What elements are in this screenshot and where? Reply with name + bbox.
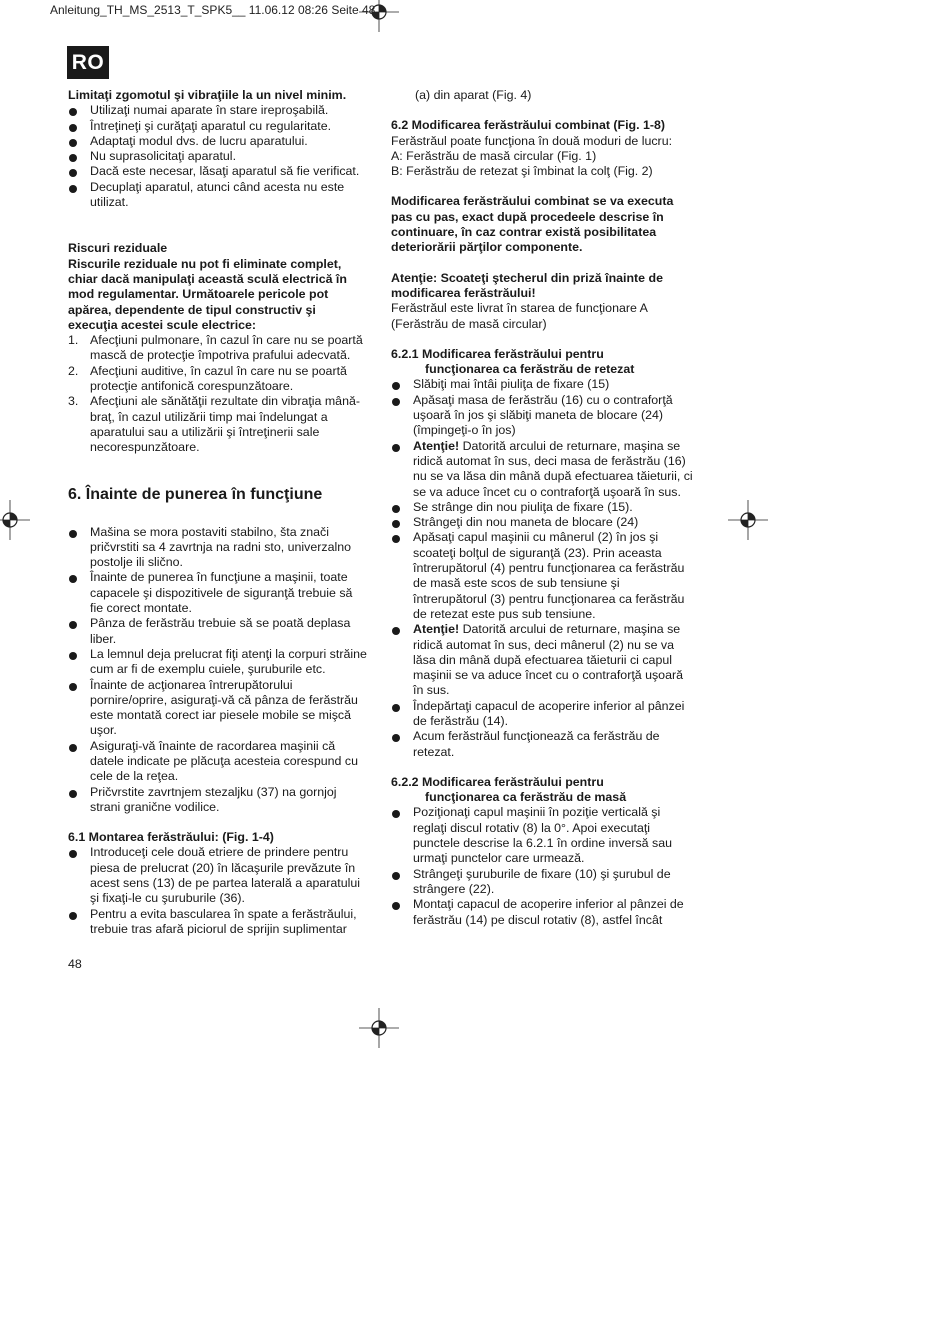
text-line: A: Ferăstrău de masă circular (Fig. 1): [391, 148, 597, 163]
attention-text: Ferăstrăul este livrat în starea de funcţionare A (Ferăstrău de masă circular): [391, 301, 648, 331]
registration-mark-bottom: [359, 1008, 399, 1048]
list-item: Îndepărtaţi capacul de acoperire inferior al pânzei de ferăstrău (14).: [391, 699, 695, 730]
crosshair-icon: [728, 500, 768, 540]
section-6-title: 6. Înainte de punerea în funcţiune: [68, 485, 323, 503]
crosshair-icon: [359, 1008, 399, 1048]
right-column: [391, 88, 695, 928]
section-6-2-2-subheading: funcţionarea ca ferăstrău de masă: [425, 790, 627, 805]
warning-paragraph: Modificarea ferăstrăului combinat se va executa pas cu pas, exact după procedeele descrise în continuare, în caz contrar există posibilitatea deteriorării părţilor componente.: [391, 194, 674, 255]
section-6-2-2-heading: 6.2.2 Modificarea ferăstrăului pentru: [391, 774, 604, 789]
section-6-2-1-list: [391, 377, 695, 759]
residual-heading: Riscuri reziduale: [68, 241, 168, 256]
section-6-2-1-subheading: funcţionarea ca ferăstrău de retezat: [425, 362, 635, 377]
list-item: Întreţineţi şi curăţaţi aparatul cu regularitate.: [68, 119, 368, 134]
print-slug: Anleitung_TH_MS_2513_T_SPK5__ 11.06.12 08:26 Seite 48: [50, 3, 376, 17]
list-item: Se strânge din nou piuliţa de fixare (15).: [391, 500, 695, 515]
residual-list: [68, 333, 368, 455]
text-line: B: Ferăstrău de retezat şi îmbinat la colţ (Fig. 2): [391, 164, 653, 179]
left-column: [68, 88, 368, 937]
list-item: Montaţi capacul de acoperire inferior al pânzei de ferăstrău (14) pe discul rotativ (8), astfel încât: [391, 897, 695, 928]
registration-mark-right: [728, 500, 768, 540]
list-item: Acum ferăstrăul funcţionează ca ferăstrău de retezat.: [391, 729, 695, 760]
list-item: Introduceţi cele două etriere de prindere pentru piesa de prelucrat (20) în lăcaşurile prevăzute în acest sens (13) de pe partea laterală a aparatului şi fixaţi-le cu şuruburile (36).: [68, 845, 368, 906]
noise-heading: Limitaţi zgomotul şi vibraţiile la un nivel minim.: [68, 88, 347, 102]
list-item: Apăsaţi masa de ferăstrău (16) cu o contraforţă uşoară în jos şi slăbiţi maneta de blocare (24) (împingeţi-o în jos): [391, 393, 695, 439]
list-item: Utilizaţi numai aparate în stare ireproşabilă.: [68, 103, 368, 118]
list-item: Mašina se mora postaviti stabilno, šta znači pričvrstiti sa 4 zavrtnja na radni sto, univerzalno postolje ili slično.: [68, 525, 368, 571]
list-item: Înainte de acţionarea întrerupătorului pornire/oprire, asiguraţi-vă că pânza de ferăstrău este montată corect iar piesele mobile se mişcă uşor.: [68, 678, 368, 739]
crosshair-icon: [359, 0, 399, 32]
list-item: Decuplaţi aparatul, atunci când acesta nu este utilizat.: [68, 180, 368, 211]
list-item: La lemnul deja prelucrat fiţi atenţi la corpuri străine cum ar fi de exemplu cuiele, şuruburile etc.: [68, 647, 368, 678]
section-6-2-heading: 6.2 Modificarea ferăstrăului combinat (Fig. 1-8): [391, 118, 666, 133]
list-item: Pânza de ferăstrău trebuie să se poată deplasa liber.: [68, 616, 368, 647]
list-item: Nu suprasolicitaţi aparatul.: [68, 149, 368, 164]
list-item: Dacă este necesar, lăsaţi aparatul să fie verificat.: [68, 164, 368, 179]
section-6-2-1-heading: 6.2.1 Modificarea ferăstrăului pentru: [391, 346, 604, 361]
list-item: Înainte de punerea în funcţiune a maşinii, toate capacele şi dispozitivele de siguranţă trebuie să fie corect montate.: [68, 570, 368, 616]
continuation-text: (a) din aparat (Fig. 4): [415, 88, 532, 102]
section-6-1-list: [68, 845, 368, 937]
list-item: Strângeţi şuruburile de fixare (10) şi şurubul de strângere (22).: [391, 867, 695, 898]
section-6-list: [68, 525, 368, 816]
text-line: Ferăstrăul poate funcţiona în două moduri de lucru:: [391, 133, 673, 148]
list-item: Poziţionaţi capul maşinii în poziţie verticală şi reglaţi discul rotativ (8) la 0°. Apoi executaţi punctele descrise la 6.2.1 în ordine inversă sau urmaţi punctelor care urmează.: [391, 805, 695, 866]
attention-bold: Atenţie: Scoateţi ştecherul din priză înainte de modificarea ferăstrăului!: [391, 270, 663, 300]
registration-mark-top: [359, 0, 399, 32]
crosshair-icon: [0, 500, 30, 540]
list-item: 3. Afecţiuni ale sănătăţii rezultate din vibraţia mână-braţ, în cazul utilizării timp mai îndelungat a aparatului sau a utilizării şi întreţinerii sale necorespunzătoare.: [68, 394, 360, 455]
list-item: Apăsaţi capul maşinii cu mânerul (2) în jos şi scoateţi bolţul de siguranţă (23). Prin aceasta întrerupătorul (4) pentru funcţionarea ca ferăstrău de masă este scos de sub tensiune şi întrerupătorul (3) pentru funcţionarea ca ferăstrău de retezat este pus sub tensiune.: [391, 530, 695, 622]
list-item: Pričvrstite zavrtnjem stezaljku (37) na gornjoj strani graničnе vodilice.: [68, 785, 368, 816]
registration-mark-left: [0, 500, 30, 540]
residual-intro: Riscurile reziduale nu pot fi eliminate complet, chiar dacă manipulaţi această sculă electrică în mod regulamentar. Următoarele pericole pot apărea, dependente de tipul constructiv şi execuţia acestei scule electrice:: [68, 256, 347, 332]
list-item: 2. Afecţiuni auditive, în cazul în care nu se poartă protecţie antifonică corespunzătoare.: [68, 363, 347, 394]
list-item: Adaptaţi modul dvs. de lucru aparatului.: [68, 134, 368, 149]
page-number: 48: [68, 957, 82, 971]
language-badge: RO: [67, 46, 109, 79]
list-item: Pentru a evita bascularea în spate a ferăstrăului, trebuie tras afară piciorul de sprijin suplimentar: [68, 907, 368, 938]
list-item: 1. Afecţiuni pulmonare, în cazul în care nu se poartă mască de protecţie împotriva prafului adecvată.: [68, 333, 363, 363]
list-item: Atenţie! Datorită arcului de returnare, maşina se ridică automat în sus, deci mânerul (2) nu se va lăsa din mână după efectuarea tăieturii ci capul maşinii se va aduce încet cu o contraforţă uşoară în sus.: [391, 622, 695, 698]
list-item: Strângeţi din nou maneta de blocare (24): [391, 515, 695, 530]
list-item: Atenţie! Datorită arcului de returnare, maşina se ridică automat în sus, deci masa de ferăstrău (16) nu se va lăsa din mână după efectuarea tăieturii, ci se va aduce încet cu o contraforţă uşoară în sus.: [391, 439, 695, 500]
list-item: Slăbiţi mai întâi piuliţa de fixare (15): [391, 377, 695, 392]
section-6-2-2-list: [391, 805, 695, 927]
noise-list: [68, 103, 368, 210]
section-6-1-heading: 6.1 Montarea ferăstrăului: (Fig. 1-4): [68, 830, 274, 845]
list-item: Asiguraţi-vă înainte de racordarea maşinii că datele indicate pe plăcuţa acesteia corespund cu cele de la reţea.: [68, 739, 368, 785]
